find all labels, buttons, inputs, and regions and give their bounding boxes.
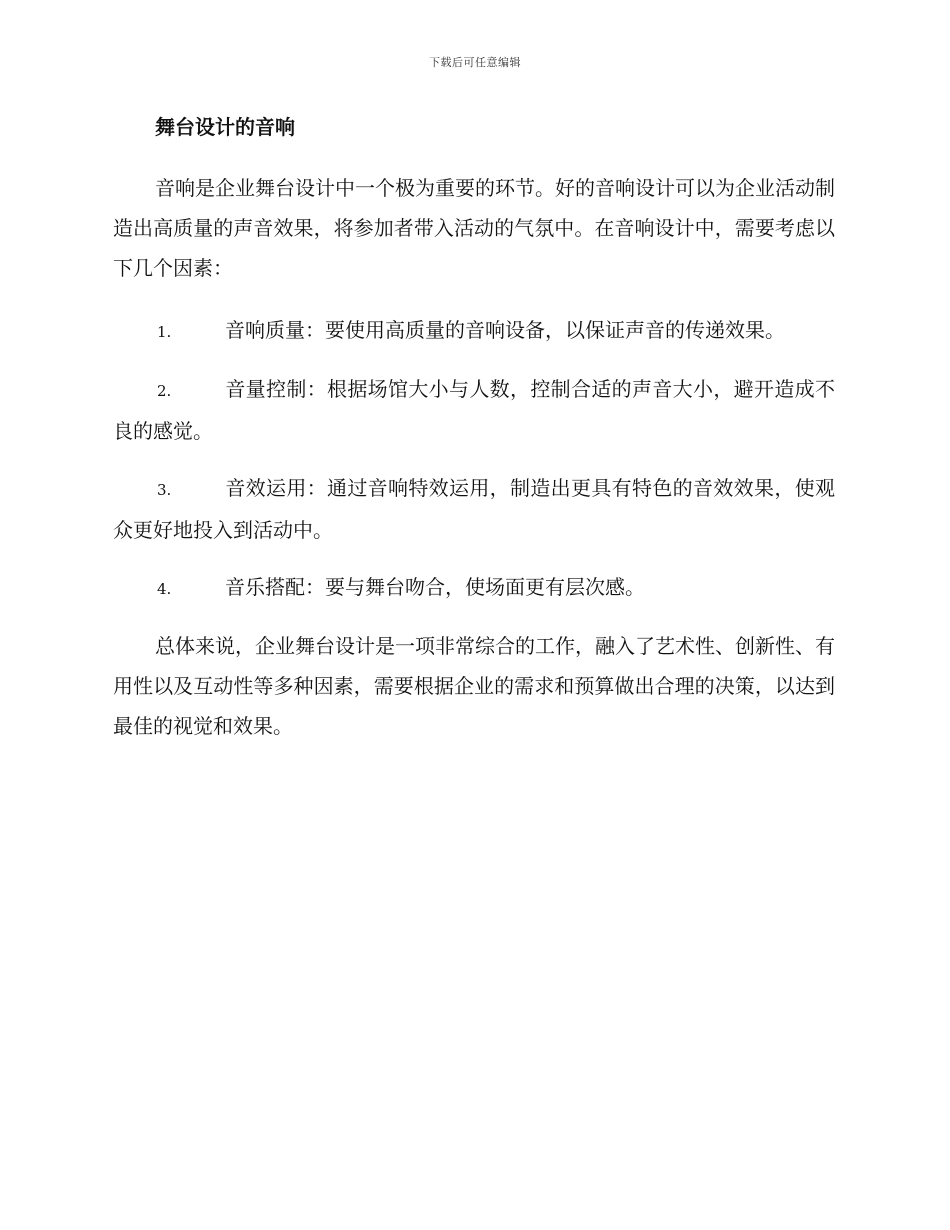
document-title: 舞台设计的音响: [155, 115, 295, 139]
list-item-text: 音量控制：根据场馆大小与人数，控制合适的声音大小，避开造成不良的感觉。: [113, 377, 835, 443]
list-item: [113, 468, 835, 550]
list-item-text: 音效运用：通过音响特效运用，制造出更具有特色的音效效果，使观众更好地投入到活动中。: [113, 476, 835, 542]
document-body: [113, 112, 835, 768]
list-item: [113, 369, 835, 451]
list-item-number: 4.: [157, 580, 172, 598]
list-item-text: 音响质量：要使用高质量的音响设备，以保证声音的传递效果。: [225, 318, 785, 342]
conclusion-paragraph: 总体来说，企业舞台设计是一项非常综合的工作，融入了艺术性、创新性、有用性以及互动性等多种因素，需要根据企业的需求和预算做出合理的决策，以达到最佳的视觉和效果。: [113, 634, 835, 738]
list-item: [113, 567, 835, 609]
list-item-number: 3.: [157, 481, 172, 499]
list-item: [113, 310, 835, 352]
list-item-number: 2.: [157, 382, 172, 400]
intro-paragraph: 音响是企业舞台设计中一个极为重要的环节。好的音响设计可以为企业活动制造出高质量的声音效果，将参加者带入活动的气氛中。在音响设计中，需要考虑以下几个因素：: [113, 176, 835, 280]
page-header: 下载后可任意编辑: [429, 56, 521, 69]
list-item-text: 音乐搭配：要与舞台吻合，使场面更有层次感。: [225, 575, 645, 599]
list-item-number: 1.: [157, 323, 172, 341]
